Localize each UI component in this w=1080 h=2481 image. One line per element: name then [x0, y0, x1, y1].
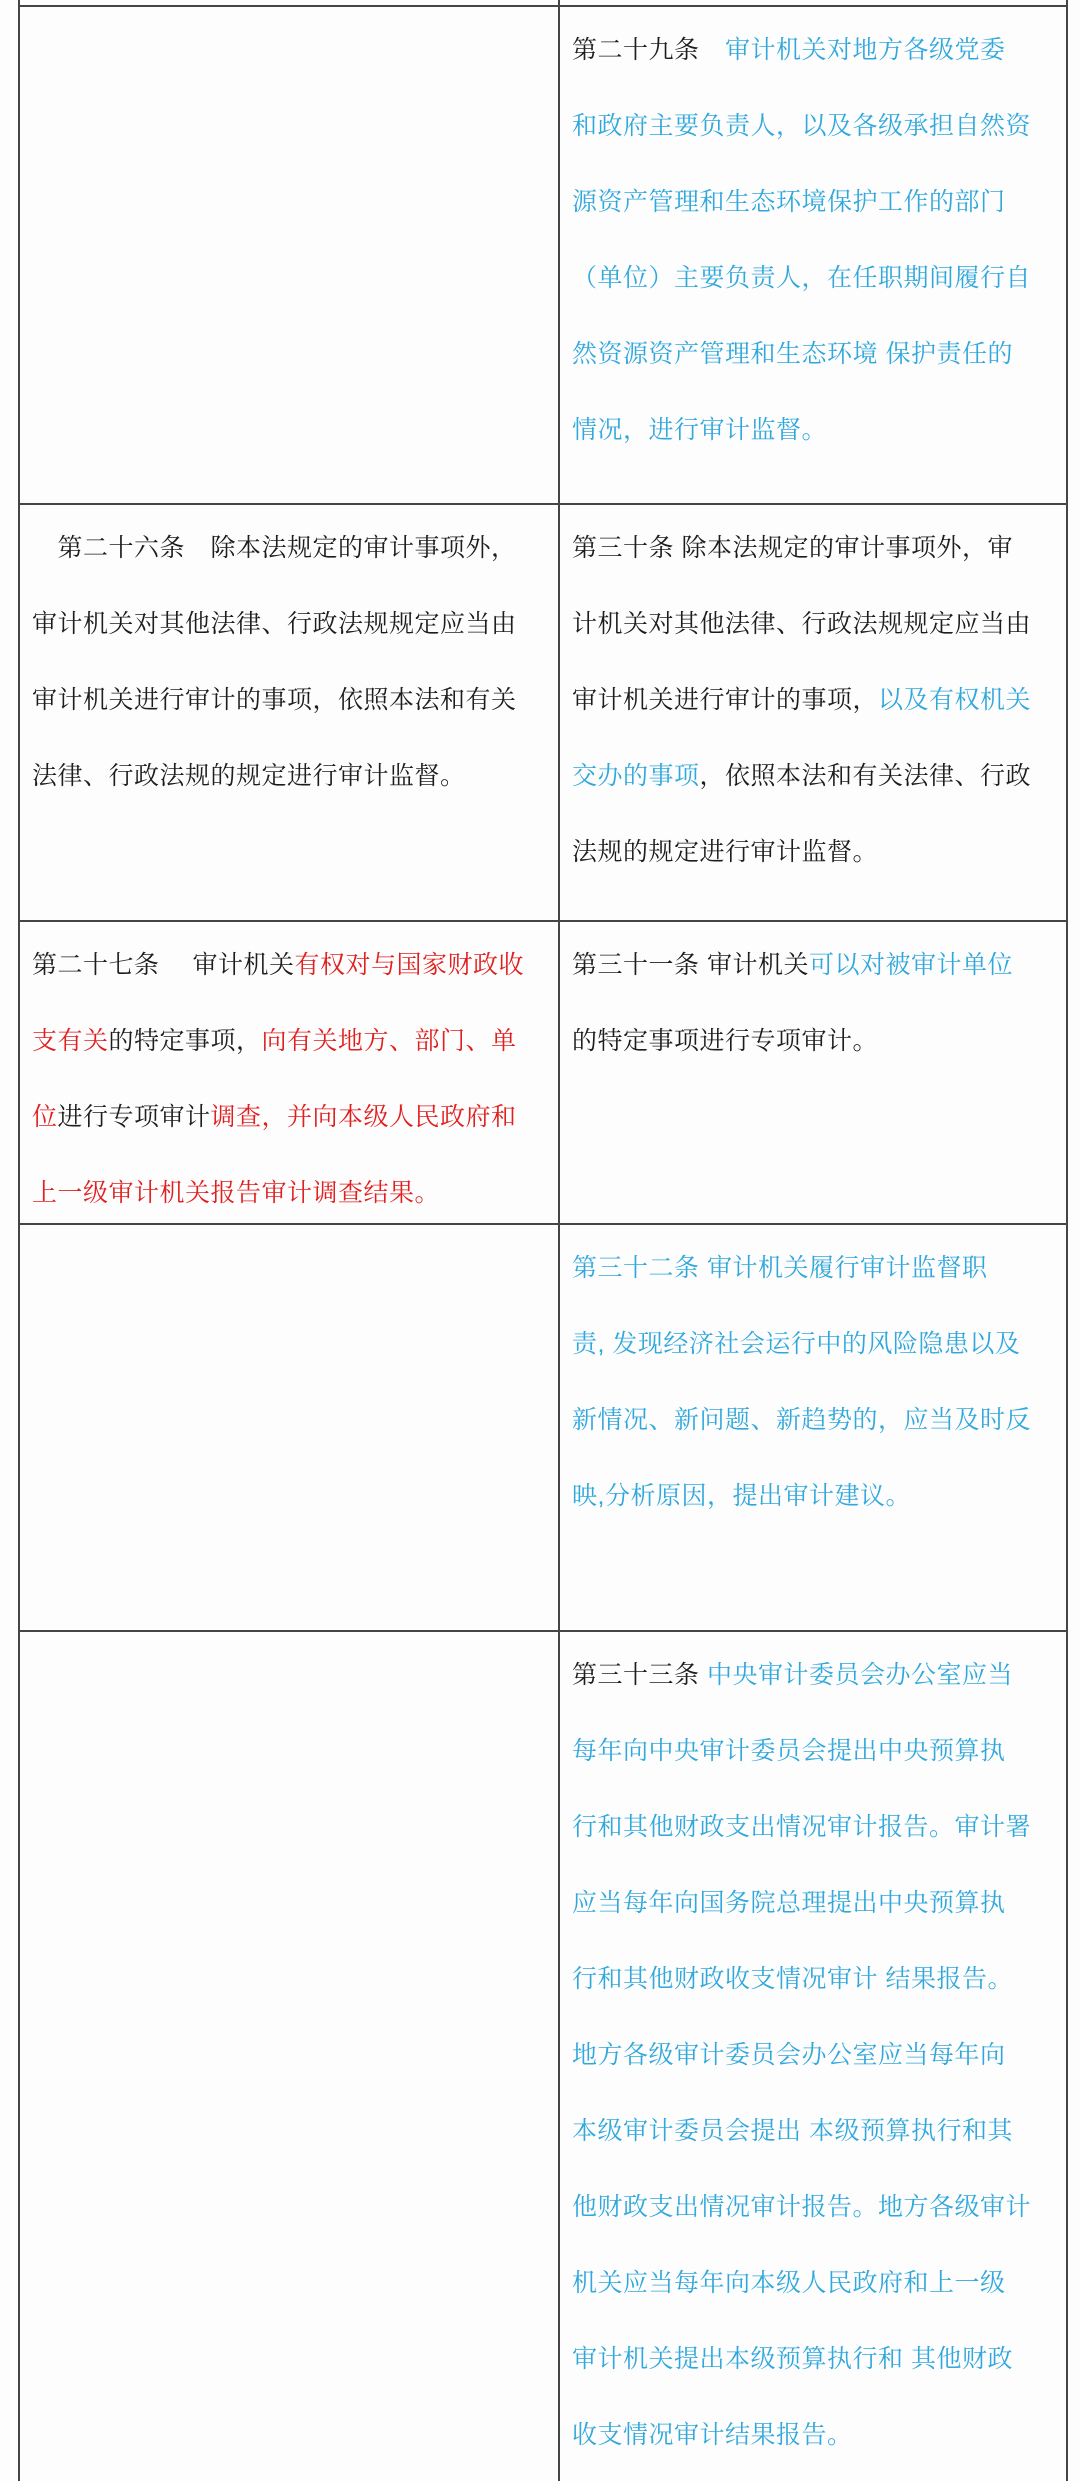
- text-line: [572, 2245, 1056, 2321]
- text-line: [572, 927, 1056, 1003]
- text-segment: 收支情况审计结果报告。: [572, 2421, 853, 2449]
- text-segment: 可以对被审计单位: [808, 951, 1013, 979]
- text-segment: 行和其他财政收支情况审计 结果报告。: [572, 1965, 1013, 1993]
- text-segment: 上一级审计机关报告审计调查结果。: [32, 1179, 441, 1207]
- text-line: [32, 1079, 548, 1155]
- text-segment: 审计机关进行审计的事项，依照本法和有关: [32, 686, 517, 714]
- text-segment: 映,分析原因，提出审计建议。: [572, 1482, 911, 1510]
- text-line: [572, 1230, 1056, 1306]
- text-line: [572, 738, 1056, 814]
- table-cell-row2-old-article-26: [20, 505, 560, 922]
- text-line: [572, 2397, 1056, 2473]
- text-segment: 新情况、新问题、新趋势的，应当及时反: [572, 1406, 1032, 1434]
- text-segment: 责, 发现经济社会运行中的风险隐患以及: [572, 1330, 1021, 1358]
- text-line: [572, 2169, 1056, 2245]
- text-line: [572, 88, 1056, 164]
- text-line: [572, 1458, 1056, 1534]
- text-segment: 行和其他财政支出情况审计报告。审计署: [572, 1813, 1032, 1841]
- text-segment: 本级审计委员会提出 本级预算执行和其: [572, 2117, 1013, 2145]
- text-segment: 计机关对其他法律、行政法规规定应当由: [572, 610, 1032, 638]
- text-segment: 法规的规定进行审计监督。: [572, 838, 879, 866]
- table-cell-row4-new-article-32: [560, 1225, 1066, 1632]
- text-line: [572, 662, 1056, 738]
- text-line: [572, 1865, 1056, 1941]
- text-segment: 第二十六条 除本法规定的审计事项外，: [32, 534, 517, 562]
- text-segment: 的特定事项，: [108, 1027, 262, 1055]
- text-segment: 进行专项审计: [57, 1103, 211, 1131]
- text-line: [32, 738, 548, 814]
- text-segment: 审计机关对地方各级党委: [725, 36, 1006, 64]
- text-segment: 每年向中央审计委员会提出中央预算执: [572, 1737, 1006, 1765]
- text-line: [32, 662, 548, 738]
- table-cell-row3-new-article-31: [560, 922, 1066, 1225]
- text-segment: 有权对与国家财政收: [294, 951, 524, 979]
- text-segment: 和政府主要负责人，以及各级承担自然资: [572, 112, 1032, 140]
- text-line: [32, 927, 548, 1003]
- table-cell-row1-old: [20, 7, 560, 505]
- table-cell-row5-new-article-33: [560, 1632, 1066, 2481]
- text-segment: 情况，进行审计监督。: [572, 416, 828, 444]
- text-segment: ，依照本法和有关法律、行政: [699, 762, 1032, 790]
- text-segment: 应当每年向国务院总理提出中央预算执: [572, 1889, 1006, 1917]
- text-segment: 地方各级审计委员会办公室应当每年向: [572, 2041, 1006, 2069]
- text-segment: 他财政支出情况审计报告。地方各级审计: [572, 2193, 1032, 2221]
- table-cell-row2-new-article-30: [560, 505, 1066, 922]
- text-line: [32, 510, 548, 586]
- table-cell-row4-old: [20, 1225, 560, 1632]
- table-cell-row5-old: [20, 1632, 560, 2481]
- text-segment: 第二十九条: [572, 36, 726, 64]
- text-segment: 以及有权机关: [878, 686, 1032, 714]
- text-line: [572, 2017, 1056, 2093]
- text-line: [572, 1637, 1056, 1713]
- table-cell-prev-left: [20, 0, 560, 7]
- text-segment: 审计机关进行审计的事项，: [572, 686, 879, 714]
- text-segment: 第三十条 除本法规定的审计事项外，审: [572, 534, 1013, 562]
- text-line: [572, 1941, 1056, 2017]
- text-segment: 位: [32, 1103, 58, 1131]
- text-line: [32, 1003, 548, 1079]
- text-segment: 向有关地方、部门、单: [261, 1027, 517, 1055]
- text-segment: 第三十一条 审计机关: [572, 951, 809, 979]
- text-segment: 交办的事项: [572, 762, 700, 790]
- text-line: [572, 1306, 1056, 1382]
- text-line: [572, 392, 1056, 468]
- text-line: [572, 2321, 1056, 2397]
- text-line: [572, 164, 1056, 240]
- text-segment: 调查，并向本级人民政府和: [210, 1103, 517, 1131]
- text-segment: 支有关: [32, 1027, 109, 1055]
- text-line: [572, 240, 1056, 316]
- text-segment: 第二十七条 审计机关: [32, 951, 295, 979]
- text-line: [32, 1155, 548, 1225]
- text-line: [572, 814, 1056, 890]
- text-line: [572, 12, 1056, 88]
- text-line: [572, 1789, 1056, 1865]
- text-line: [572, 1003, 1056, 1079]
- law-comparison-table: [18, 0, 1068, 2481]
- text-segment: 源资产管理和生态环境保护工作的部门: [572, 188, 1006, 216]
- text-line: [572, 2093, 1056, 2169]
- text-line: [572, 316, 1056, 392]
- text-line: [572, 1713, 1056, 1789]
- text-segment: 中央审计委员会办公室应当: [706, 1661, 1013, 1689]
- table-cell-row1-new-article-29: [560, 7, 1066, 505]
- text-segment: 审计机关对其他法律、行政法规规定应当由: [32, 610, 517, 638]
- text-segment: 第三十三条: [572, 1661, 707, 1689]
- text-segment: （单位）主要负责人，在任职期间履行自: [572, 264, 1032, 292]
- text-line: [572, 510, 1056, 586]
- text-segment: 法律、行政法规的规定进行审计监督。: [32, 762, 466, 790]
- text-segment: 机关应当每年向本级人民政府和上一级: [572, 2269, 1006, 2297]
- table-cell-prev-right: [560, 0, 1066, 7]
- text-segment: 审计机关提出本级预算执行和 其他财政: [572, 2345, 1013, 2373]
- text-segment: 第三十二条 审计机关履行审计监督职: [572, 1254, 988, 1282]
- text-line: [572, 586, 1056, 662]
- text-line: [572, 1382, 1056, 1458]
- text-segment: 然资源资产管理和生态环境 保护责任的: [572, 340, 1013, 368]
- text-segment: 的特定事项进行专项审计。: [572, 1027, 879, 1055]
- text-line: [32, 586, 548, 662]
- table-cell-row3-old-article-27: [20, 922, 560, 1225]
